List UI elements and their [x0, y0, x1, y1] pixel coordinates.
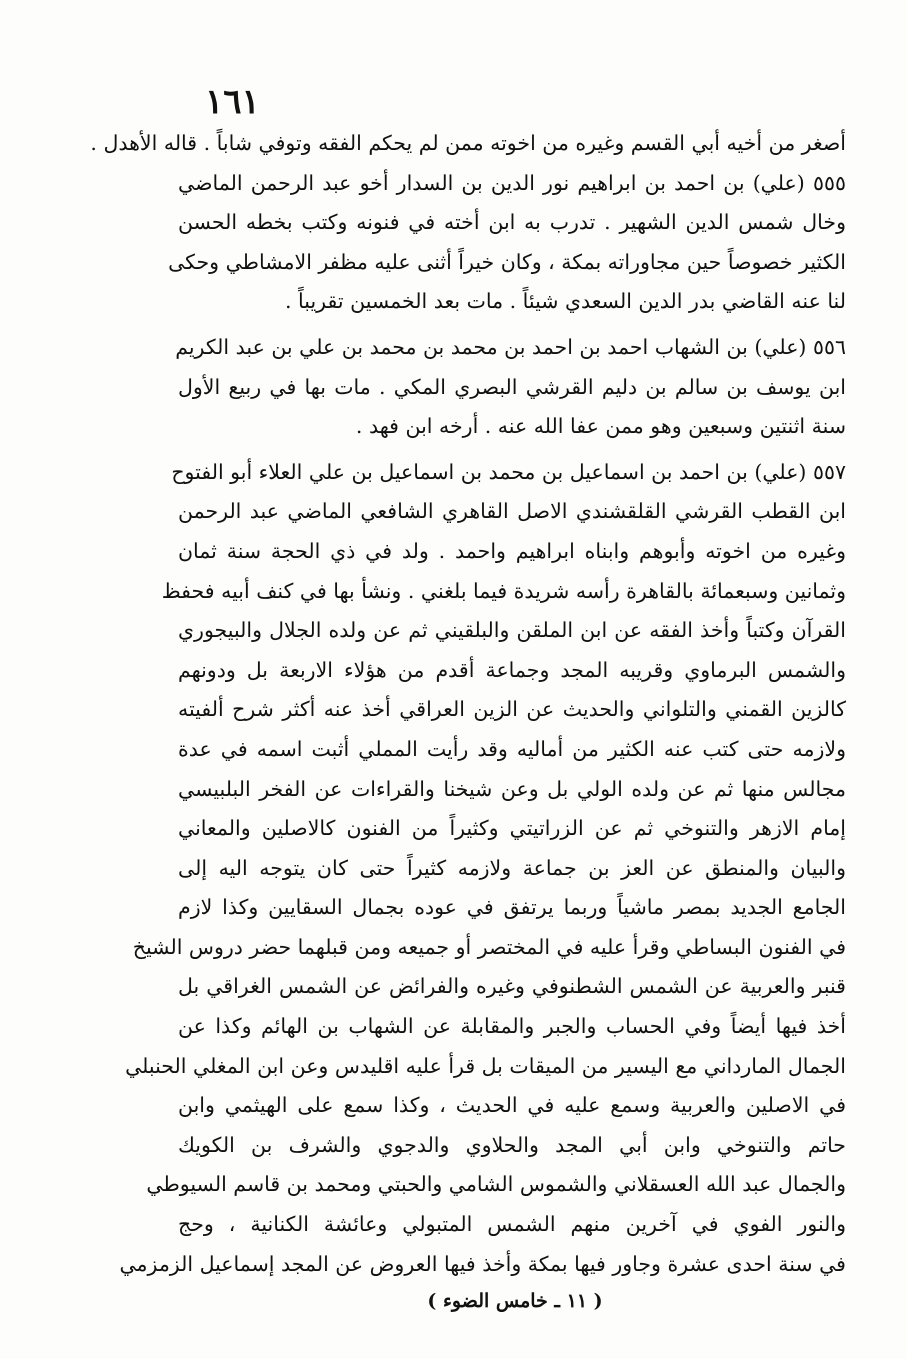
text-line: الجامع الجديد بمصر ماشياً وربما يرتفق في عوده بجمال السقايين وكذا لازم	[178, 895, 846, 920]
text-line: مجالس منها ثم عن ولده الولي بل وعن شيخنا والقراءات عن الفخر البلبيسي	[178, 776, 846, 801]
page-number: ١٦١	[205, 82, 260, 122]
text-line: في سنة احدى عشرة وجاور فيها بمكة وأخذ فيها العروض عن المجد إسماعيل الزمزمي	[119, 1251, 846, 1276]
text-line: ٥٥٧ (علي) بن احمد بن اسماعيل بن محمد بن اسماعيل بن علي العلاء أبو الفتوح	[171, 459, 846, 484]
text-line: والبيان والمنطق عن العز بن جماعة ولازمه كثيراً حتى كان يتوجه اليه إلى	[178, 855, 846, 880]
text-line: إمام الازهر والتنوخي ثم عن الزراتيتي وكثيراً من الفنون كالاصلين والمعاني	[178, 816, 846, 841]
text-line: ابن القطب القرشي القلقشندي الاصل القاهري الشافعي الماضي عبد الرحمن	[178, 499, 846, 524]
text-line: قنبر والعربية عن الشمس الشطنوفي وغيره والفرائض عن الشمس الغراقي بل	[178, 974, 846, 999]
text-line: والشمس البرماوي وقريبه المجد وجماعة أقدم من هؤلاء الاربعة بل ودونهم	[178, 657, 846, 682]
text-line: الكثير خصوصاً حين مجاوراته بمكة ، وكان خيراً أثنى عليه مظفر الامشاطي وحكى	[168, 249, 846, 274]
text-line: وخال شمس الدين الشهير . تدرب به ابن أخته في فنونه وكتب بخطه الحسن	[178, 210, 846, 235]
text-line: أصغر من أخيه أبي القسم وغيره من اخوته ممن لم يحكم الفقه وتوفي شاباً . قاله الأهدل .	[90, 131, 846, 155]
text-line: القرآن وكتباً وأخذ الفقه عن ابن الملقن والبلقيني ثم عن ولده الجلال والبيجوري	[178, 618, 846, 643]
text-line: حاتم والتنوخي وابن أبي المجد والحلاوي والدجوي والشرف بن الكويك	[178, 1132, 846, 1157]
text-line: ابن يوسف بن سالم بن دليم القرشي البصري المكي . مات بها في ربيع الأول	[178, 374, 846, 399]
text-line: كالزين القمني والتلواني والحديث عن الزين العراقي أخذ عنه أكثر شرح ألفيته	[178, 697, 846, 722]
text-line: وغيره من اخوته وأبوهم وابناه ابراهيم واحمد . ولد في ذي الحجة سنة ثمان	[178, 538, 846, 563]
text-line: سنة اثنتين وسبعين وهو ممن عفا الله عنه . أرخه ابن فهد .	[355, 414, 846, 439]
text-line: والجمال عبد الله العسقلاني والشموس الشامي والحبتي ومحمد بن قاسم السيوطي	[146, 1172, 846, 1197]
printer-signature: ( ١١ ـ خامس الضوء )	[427, 1290, 603, 1312]
text-line: ٥٥٥ (علي) بن احمد بن ابراهيم نور الدين بن السدار أخو عبد الرحمن الماضي	[178, 170, 846, 195]
text-line: ٥٥٦ (علي) بن الشهاب احمد بن احمد بن محمد بن محمد بن علي بن عبد الكريم	[175, 334, 846, 359]
text-line: في الفنون البساطي وقرأ عليه في المختصر أو جميعه ومن قبلهما حضر دروس الشيخ	[132, 934, 846, 959]
text-line: ولازمه حتى كتب عنه الكثير من أماليه وقد رأيت المملي أثبت اسمه في عدة	[178, 736, 846, 761]
text-line: والنور الفوي في آخرين منهم الشمس المتبولي وعائشة الكنانية ، وحج	[178, 1212, 846, 1237]
text-line: في الاصلين والعربية وسمع عليه في الحديث ، وكذا سمع على الهيثمي وابن	[178, 1093, 846, 1118]
text-line: وثمانين وسبعمائة بالقاهرة رأسه شريدة فيما بلغني . ونشأ بها في كنف أبيه فحفظ	[161, 578, 846, 603]
text-line: أخذ فيها أيضاً وفي الحساب والجبر والمقابلة عن الشهاب بن الهائم وكذا عن	[178, 1014, 846, 1039]
text-line: الجمال المارداني مع اليسير من الميقات بل قرأ عليه اقليدس وعن ابن المغلي الحنبلي	[125, 1053, 846, 1078]
body-text	[90, 124, 846, 1284]
text-line: لنا عنه القاضي بدر الدين السعدي شيئاً . مات بعد الخمسين تقريباً .	[285, 289, 846, 314]
